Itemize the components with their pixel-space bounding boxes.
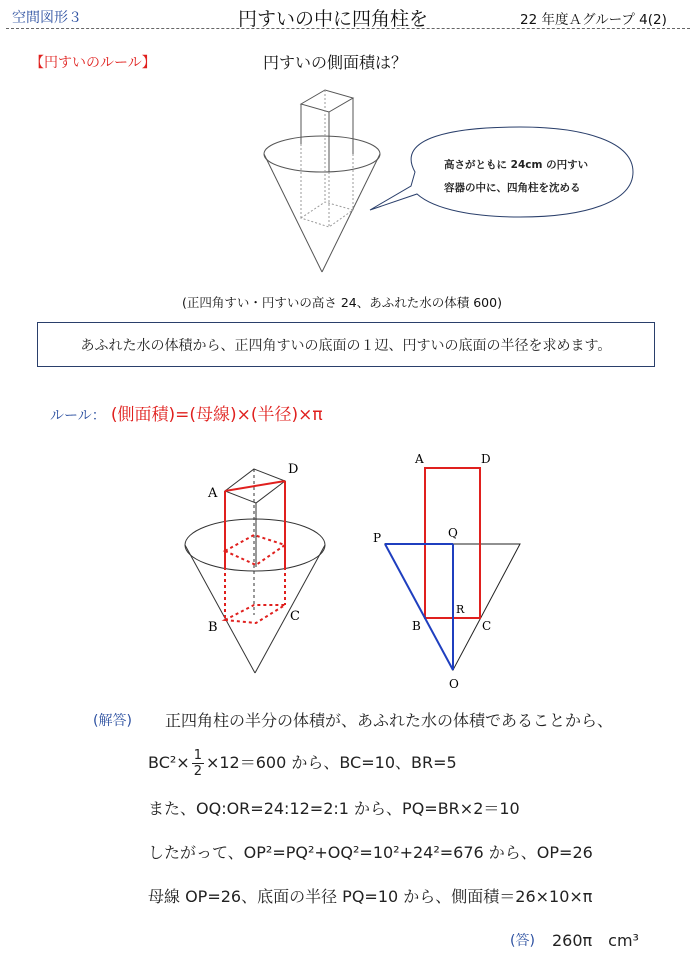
right-label-a: A <box>415 452 424 466</box>
rule-tag: 【円すいのルール】 <box>30 55 156 71</box>
answer-value: 260π cm³ <box>552 931 639 950</box>
fraction-one-half <box>192 748 204 779</box>
instruction-text: あふれた水の体積から、正四角すいの底面の１辺、円すいの底面の半径を求めます。 <box>80 337 612 354</box>
right-label-r: R <box>456 603 465 616</box>
right-label-p: P <box>373 531 382 545</box>
fraction-numerator: 1 <box>193 748 202 763</box>
header-divider <box>6 28 690 29</box>
page-title: 円すいの中に四角柱を <box>238 8 429 30</box>
solution-line-2 <box>148 748 457 779</box>
left-figure <box>180 455 360 680</box>
solution-line-2-post: ×12＝600 から、BC=10、BR=5 <box>205 753 457 772</box>
left-label-b: B <box>208 620 218 635</box>
right-label-c: C <box>482 619 492 633</box>
left-label-c: C <box>290 609 300 624</box>
fraction-denominator: 2 <box>193 764 202 779</box>
right-label-d: D <box>481 452 491 466</box>
left-label-d: D <box>288 462 299 477</box>
solution-line-2-pre: BC²× <box>148 753 190 772</box>
question-text: 円すいの側面積は？ <box>263 53 408 72</box>
left-label-a: A <box>208 486 218 501</box>
callout-line-2: 容器の中に、四角柱を沈める <box>444 182 581 194</box>
rule-formula: (側面積)=(母線)×(半径)×π <box>110 405 323 425</box>
rule-line <box>50 400 323 425</box>
callout-line-1: 高さがともに 24cm の円すい <box>444 159 589 171</box>
right-figure <box>365 448 540 693</box>
header-section: 空間図形３ <box>12 10 82 26</box>
prism-outline <box>301 90 353 227</box>
solution-line-3: また、OQ:OR=24:12=2:1 から、PQ=BR×2＝10 <box>148 799 520 818</box>
solution-line-4: したがって、OP²=PQ²+OQ²=10²+24²=676 から、OP=26 <box>148 843 593 862</box>
solution-line-1: 正四角柱の半分の体積が、あふれた水の体積であることから、 <box>165 711 614 730</box>
right-label-o: O <box>449 677 459 691</box>
rule-prefix: ルール： <box>50 408 106 424</box>
instruction-box <box>37 322 655 367</box>
solution-line-5: 母線 OP=26、底面の半径 PQ=10 から、側面積＝26×10×π <box>148 887 593 906</box>
callout-bubble <box>370 127 633 217</box>
header-code: 22 年度Ａグループ 4(2) <box>520 12 667 28</box>
figure-caption: (正四角すい・円すいの高さ 24、あふれた水の体積 600) <box>182 295 502 310</box>
right-label-b: B <box>412 619 421 633</box>
answer-label: (答) <box>510 933 535 949</box>
right-label-q: Q <box>448 526 458 540</box>
solution-label: (解答) <box>93 713 132 729</box>
